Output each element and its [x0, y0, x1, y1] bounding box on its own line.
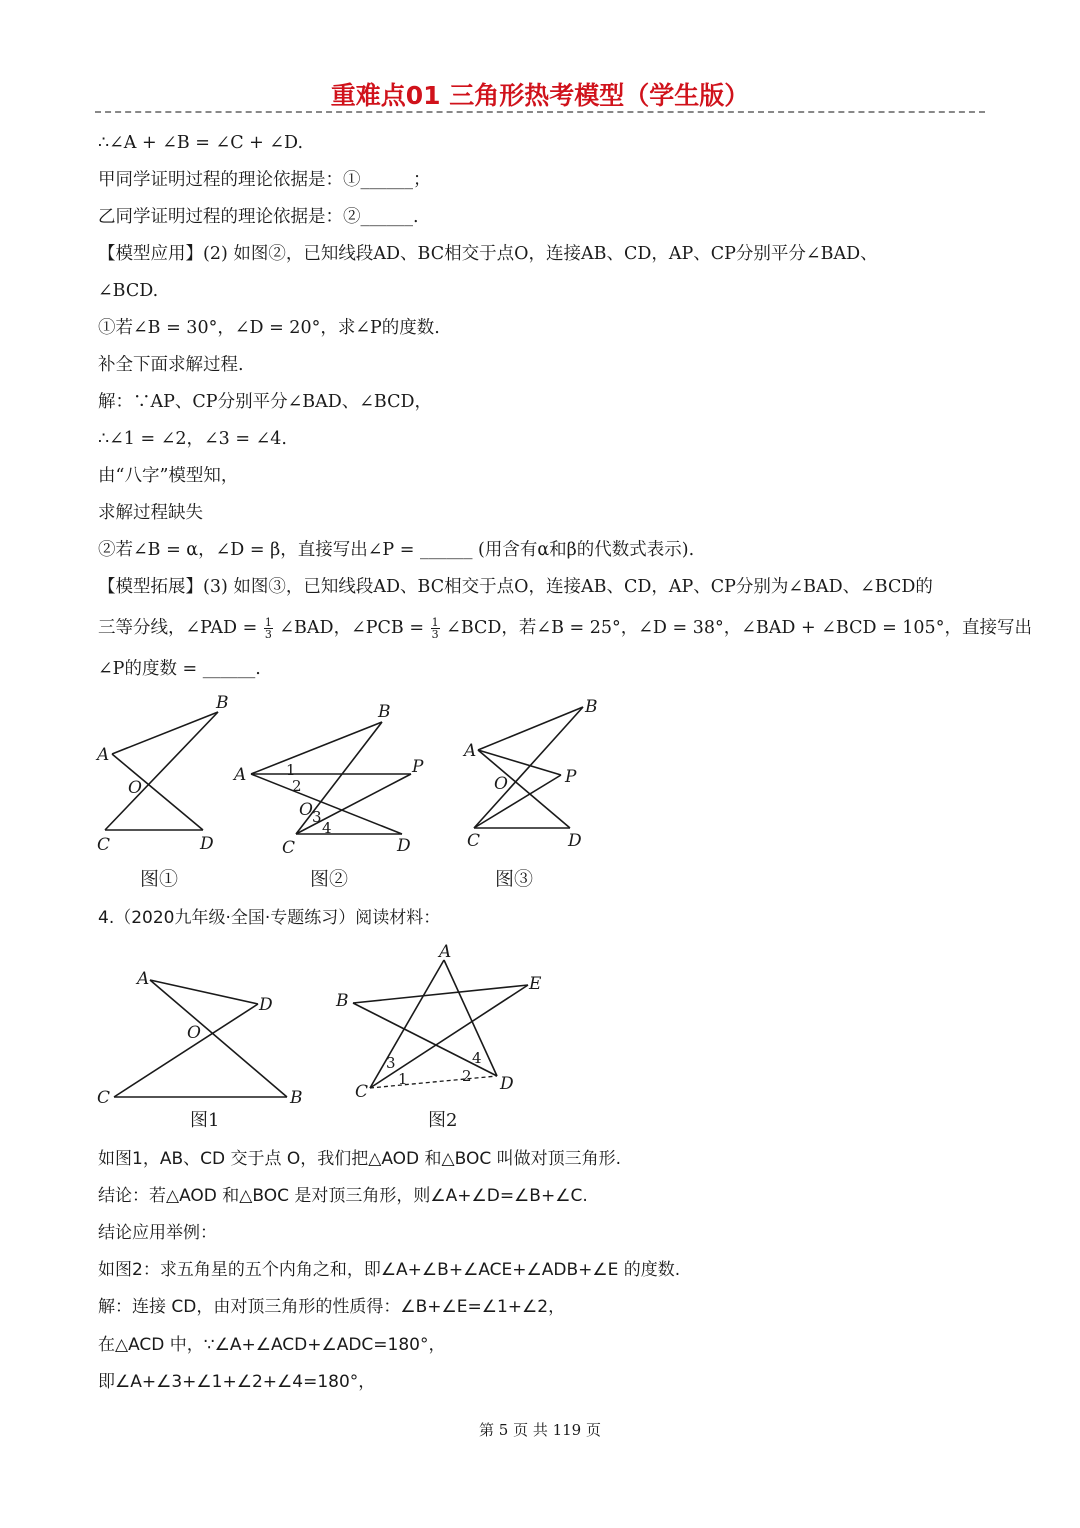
frac-num: 1 — [431, 616, 439, 629]
angle-4: 4 — [472, 1049, 482, 1067]
caption-p4-fig2: 图2 — [428, 1110, 458, 1131]
text-line: 在△ACD 中，∵∠A+∠ACD+∠ADC=180°， — [98, 1335, 446, 1355]
label-b: B — [336, 991, 349, 1011]
figure-1 — [95, 693, 229, 890]
text-line: 由“八字”模型知， — [98, 466, 239, 486]
label-e: E — [529, 974, 542, 994]
label-b: B — [290, 1088, 303, 1108]
label-o: O — [128, 778, 142, 798]
angle-4: 4 — [322, 819, 332, 837]
frac-den: 3 — [431, 628, 439, 641]
page-title: 重难点01 三角形热考模型（学生版） — [330, 81, 750, 110]
figure-p4-2 — [335, 942, 542, 1131]
page-footer: 第 5 页 共 119 页 — [478, 1421, 601, 1439]
label-a: A — [234, 765, 247, 785]
text-line: 甲同学证明过程的理论依据是：①______； — [98, 170, 431, 190]
label-p: P — [412, 757, 424, 777]
segment-ec — [370, 985, 528, 1088]
text-line: 补全下面求解过程. — [98, 355, 244, 375]
label-d: D — [200, 834, 214, 854]
label-c: C — [97, 835, 111, 855]
label-o: O — [494, 774, 508, 794]
frac-line-part3: ∠BCD，若∠B = 25°，∠D = 38°，∠BAD + ∠BCD = 105°，直接写出 — [446, 618, 1032, 638]
text-line: 求解过程缺失 — [98, 503, 203, 523]
problem-4-heading: 4.（2020九年级·全国·专题练习）阅读材料： — [98, 908, 441, 928]
text-line: 解：∵AP、CP分别平分∠BAD、∠BCD， — [98, 392, 433, 412]
text-line: ②若∠B = α，∠D = β，直接写出∠P = ______ (用含有α和β的代数式表示). — [98, 540, 695, 560]
text-line: 即∠A+∠3+∠1+∠2+∠4=180°， — [98, 1372, 376, 1392]
angle-3: 3 — [386, 1054, 396, 1072]
text-line: 【模型应用】(2) 如图②，已知线段AD、BC相交于点O，连接AB、CD，AP、CP分别平分∠BAD、 — [98, 244, 878, 264]
label-c: C — [282, 838, 296, 858]
caption-fig2: 图② — [310, 868, 349, 890]
label-b: B — [216, 693, 229, 713]
frac-num: 1 — [264, 616, 272, 629]
figure-2 — [232, 702, 424, 890]
text-line: ∠P的度数 = ______. — [98, 659, 261, 679]
figure-p4-1 — [97, 969, 303, 1131]
frac-den: 3 — [264, 628, 272, 641]
text-line: 解：连接 CD，由对顶三角形的性质得：∠B+∠E=∠1+∠2， — [98, 1297, 566, 1317]
label-c: C — [467, 831, 481, 851]
label-a: A — [137, 969, 150, 989]
segment-bc — [105, 712, 218, 830]
label-d: D — [259, 995, 273, 1015]
caption-p4-fig1: 图1 — [190, 1110, 220, 1131]
label-p: P — [565, 767, 577, 787]
text-line: ∴∠A + ∠B = ∠C + ∠D. — [98, 133, 304, 153]
figure-3 — [462, 697, 598, 890]
frac-line-part1: 三等分线，∠PAD = — [98, 618, 258, 638]
text-line: 结论应用举例： — [98, 1223, 217, 1243]
segment-ad — [150, 980, 258, 1004]
angle-1: 1 — [286, 761, 296, 779]
label-d: D — [397, 836, 411, 856]
text-line: 【模型拓展】(3) 如图③，已知线段AD、BC相交于点O，连接AB、CD，AP、CP分别为∠BAD、∠BCD的 — [98, 577, 933, 597]
caption-fig3: 图③ — [495, 868, 534, 890]
segment-ad — [444, 960, 497, 1076]
text-line: ∴∠1 = ∠2，∠3 = ∠4. — [98, 429, 287, 449]
segment-ac — [370, 960, 444, 1088]
label-b: B — [585, 697, 598, 717]
label-d: D — [500, 1074, 514, 1094]
frac-line-part2: ∠BAD，∠PCB = — [279, 618, 424, 638]
text-line: ①若∠B = 30°，∠D = 20°，求∠P的度数. — [98, 318, 440, 338]
segment-dc — [114, 1004, 258, 1097]
text-line: 乙同学证明过程的理论依据是：②______. — [98, 207, 419, 227]
segment-ap — [478, 750, 561, 775]
label-b: B — [378, 702, 391, 722]
label-c: C — [355, 1082, 369, 1102]
segment-ad — [112, 754, 203, 830]
label-d: D — [568, 831, 582, 851]
text-line: ∠BCD. — [98, 281, 159, 301]
angle-2: 2 — [292, 777, 302, 795]
angle-2: 2 — [462, 1067, 472, 1085]
label-a: A — [439, 942, 452, 962]
angle-3: 3 — [312, 808, 322, 826]
angle-1: 1 — [398, 1070, 408, 1088]
label-c: C — [97, 1088, 111, 1108]
text-line: 如图2：求五角星的五个内角之和，即∠A+∠B+∠ACE+∠ADB+∠E 的度数. — [98, 1260, 681, 1280]
segment-cd-dashed — [370, 1076, 497, 1088]
caption-fig1: 图① — [140, 868, 179, 890]
label-o: O — [187, 1023, 201, 1043]
label-a: A — [464, 741, 477, 761]
text-line: 结论：若△AOD 和△BOC 是对顶三角形，则∠A+∠D=∠B+∠C. — [98, 1186, 588, 1206]
segment-ab — [478, 707, 583, 750]
label-o: O — [299, 800, 313, 820]
label-a: A — [97, 745, 110, 765]
text-line: 如图1，AB、CD 交于点 O，我们把△AOD 和△BOC 叫做对顶三角形. — [98, 1149, 622, 1169]
segment-ab — [112, 712, 218, 754]
segment-be — [353, 985, 528, 1003]
